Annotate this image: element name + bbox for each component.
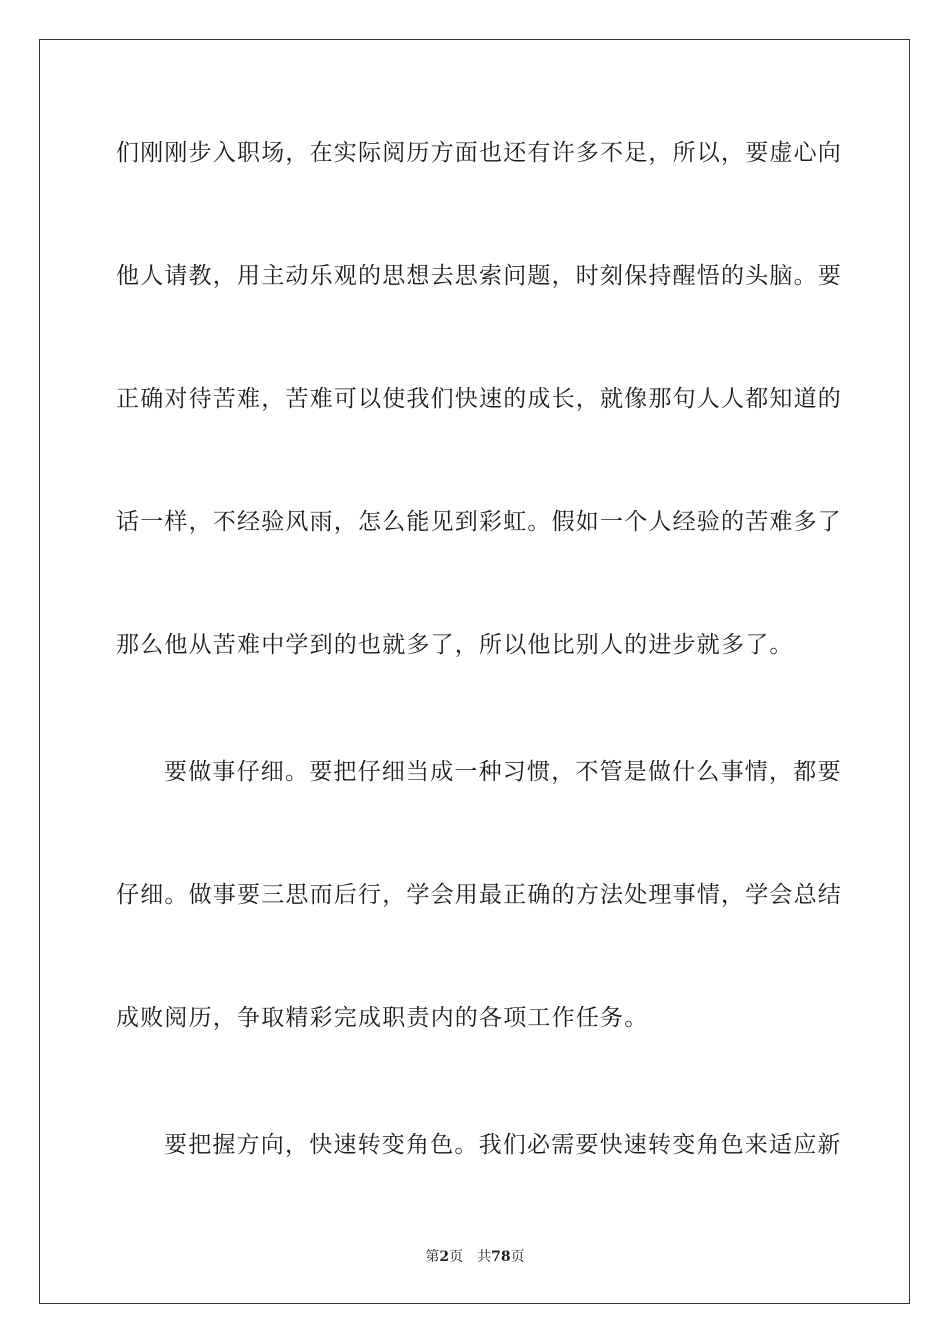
total-suffix: 页	[510, 1249, 525, 1265]
page-number: 2	[439, 1249, 450, 1265]
text-line-8: 成败阅历，争取精彩完成职责内的各项工作任务。	[116, 1005, 649, 1031]
text-line-2: 他人请教，用主动乐观的思想去思索问题，时刻保持醒悟的头脑。要	[116, 263, 842, 289]
page-prefix: 第	[425, 1249, 440, 1265]
text-line-5: 那么他从苦难中学到的也就多了，所以他比别人的进步就多了。	[116, 632, 794, 658]
page-suffix: 页	[449, 1249, 464, 1265]
text-line-4: 话一样，不经验风雨，怎么能见到彩虹。假如一个人经验的苦难多了	[116, 509, 842, 535]
page-border	[39, 39, 910, 1304]
text-line-7: 仔细。做事要三思而后行，学会用最正确的方法处理事情，学会总结	[116, 882, 842, 908]
text-line-9: 要把握方向，快速转变角色。我们必需要快速转变角色来适应新	[164, 1132, 842, 1158]
page-footer	[0, 1248, 950, 1266]
total-prefix: 共	[477, 1249, 492, 1265]
text-line-1: 们刚刚步入职场，在实际阅历方面也还有许多不足，所以，要虚心向	[116, 140, 842, 166]
total-pages: 78	[491, 1249, 511, 1265]
text-line-3: 正确对待苦难，苦难可以使我们快速的成长，就像那句人人都知道的	[116, 386, 842, 412]
text-line-6: 要做事仔细。要把仔细当成一种习惯，不管是做什么事情，都要	[164, 759, 842, 785]
